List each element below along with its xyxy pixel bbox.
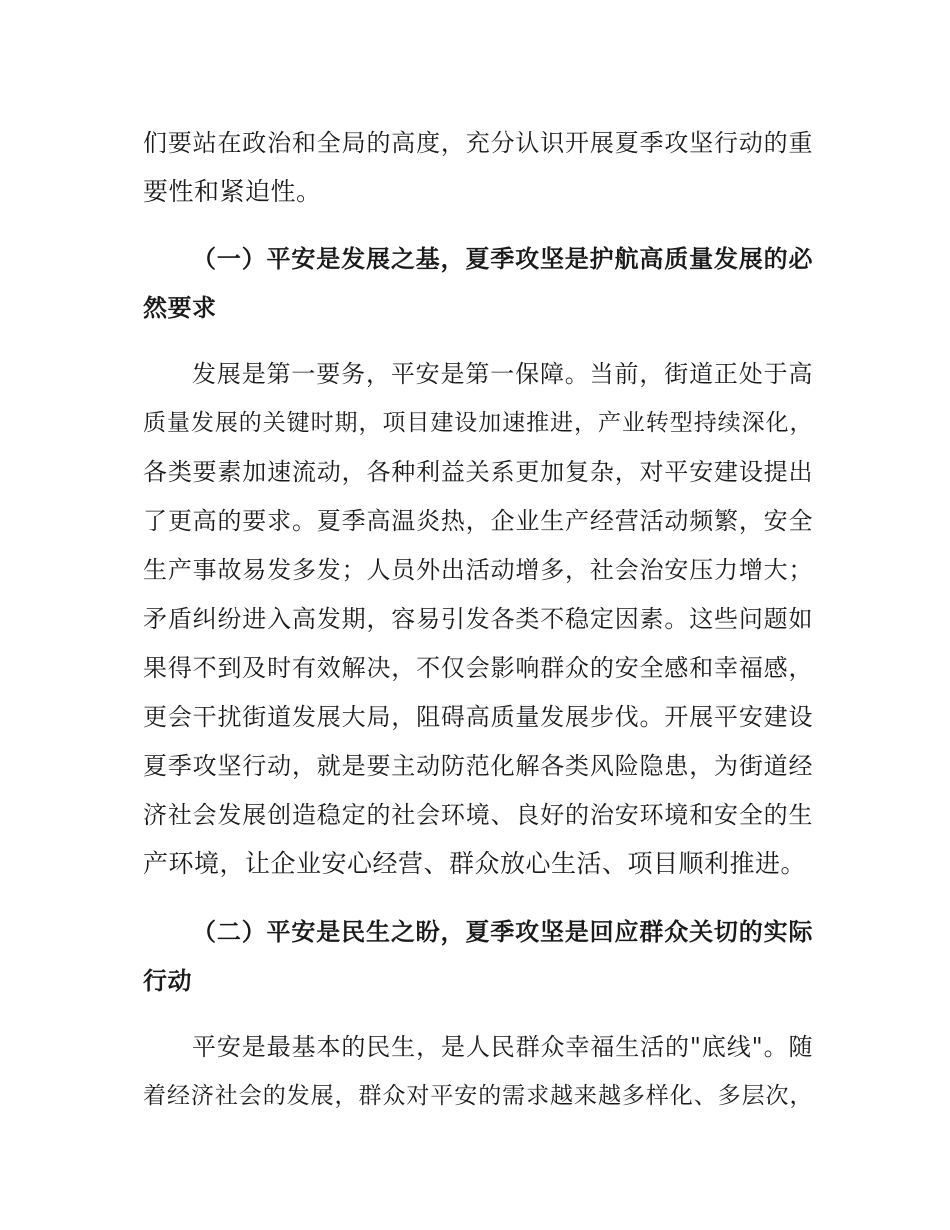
section1-body-line-11: 产环境，让企业安心经营、群众放心生活、项目顺利推进。 <box>143 849 807 878</box>
intro-line-2: 要性和紧迫性。 <box>143 177 322 206</box>
section1-body-line-9: 夏季攻坚行动，就是要主动防范化解各类风险隐患，为街道经 <box>143 752 813 780</box>
section2-heading-line-1: （二）平安是民生之盼，夏季攻坚是回应群众关切的实际 <box>192 918 813 946</box>
section1-body-line-10: 济社会发展创造稳定的社会环境、良好的治安环境和安全的生 <box>143 801 813 829</box>
section1-body-line-5: 生产事故易发多发；人员外出活动增多，社会治安压力增大； <box>143 556 813 584</box>
section2-body-line-2: 着经济社会的发展，群众对平安的需求越来越多样化、多层次， <box>143 1083 813 1109</box>
section1-body-line-6: 矛盾纠纷进入高发期，容易引发各类不稳定因素。这些问题如 <box>143 605 813 633</box>
section2-heading-line-2: 行动 <box>143 967 192 995</box>
intro-line-1: 们要站在政治和全局的高度，充分认识开展夏季攻坚行动的重 <box>143 129 813 157</box>
section1-body-line-1: 发展是第一要务，平安是第一保障。当前，街道正处于高 <box>192 360 813 388</box>
section1-body-line-8: 更会干扰街道发展大局，阻碍高质量发展步伐。开展平安建设 <box>143 703 813 731</box>
section1-body-line-7: 果得不到及时有效解决，不仅会影响群众的安全感和幸福感， <box>143 654 813 682</box>
section1-body-line-4: 了更高的要求。夏季高温炎热，企业生产经营活动频繁，安全 <box>143 507 813 535</box>
section1-body-line-3: 各类要素加速流动，各种利益关系更加复杂，对平安建设提出 <box>143 458 813 486</box>
section2-body-line-1: 平安是最基本的民生，是人民群众幸福生活的"底线"。随 <box>192 1033 813 1061</box>
section1-heading-line-1: （一）平安是发展之基，夏季攻坚是护航高质量发展的必 <box>192 245 813 273</box>
section1-heading-line-2: 然要求 <box>143 294 217 322</box>
section1-body-line-2: 质量发展的关键时期，项目建设加速推进，产业转型持续深化， <box>143 410 813 436</box>
